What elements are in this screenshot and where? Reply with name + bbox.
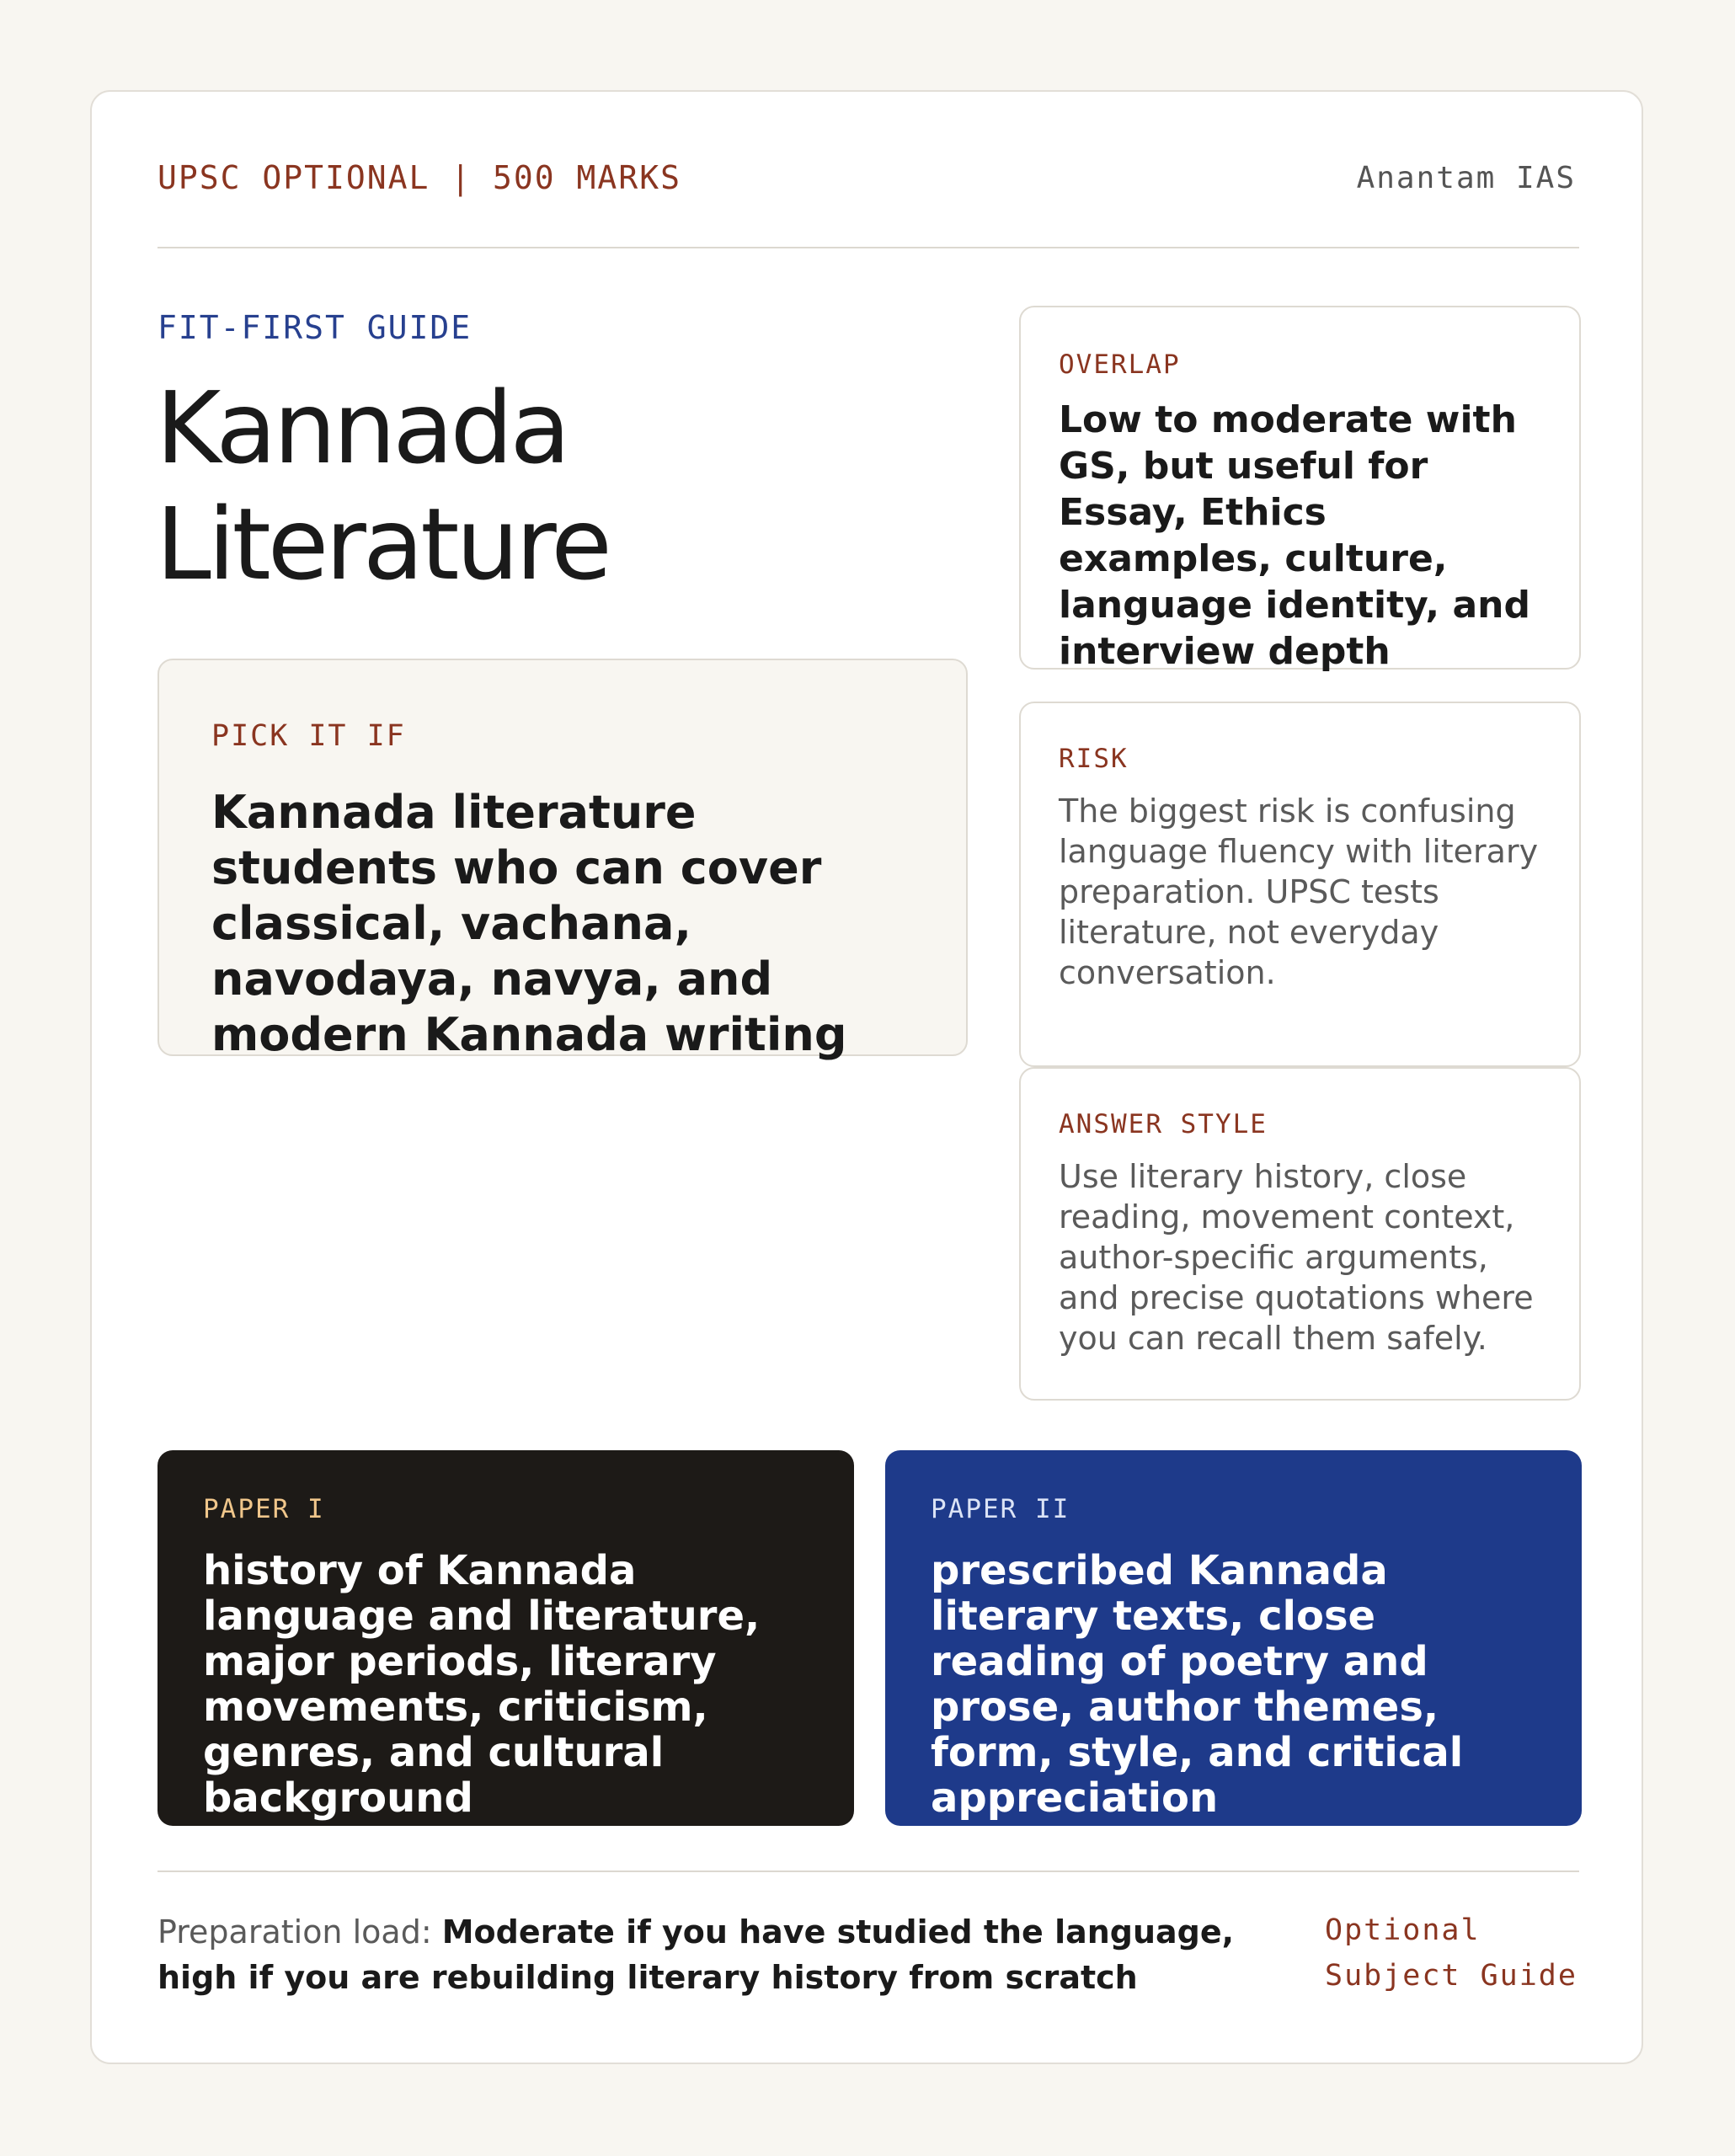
risk-panel [1019, 702, 1581, 1067]
paper-1-label: PAPER I [203, 1494, 325, 1524]
footer-divider [157, 1870, 1579, 1872]
overlap-panel [1019, 306, 1581, 673]
preparation-load-value: Moderate if you have studied the language, high if you are rebuilding literary history from scratch [157, 1913, 1235, 1996]
paper-2-label: PAPER II [931, 1494, 1070, 1524]
header-divider [157, 247, 1579, 248]
exam-kicker: UPSC OPTIONAL | 500 MARKS [157, 159, 681, 196]
pick-it-if-panel [157, 659, 968, 1061]
preparation-load-label: Preparation load: [157, 1913, 432, 1951]
pick-text: Kannada literature students who can cover classical, vachana, navodaya, navya, and modern Kannada writing [211, 786, 847, 1061]
risk-text: The biggest risk is confusing language fluency with literary preparation. UPSC tests literature, not everyday conversation. [1059, 792, 1539, 991]
paper-2-panel [885, 1450, 1582, 1826]
preparation-load [157, 1909, 1286, 2000]
title-line-1: Kannada [156, 370, 568, 486]
title-line-2: Literature [156, 486, 609, 602]
guide-type-line-2: Subject Guide [1325, 1959, 1578, 1993]
answer-style-text: Use literary history, close reading, movement context, author-specific arguments, and precise quotations where you can recall them safely. [1059, 1158, 1534, 1357]
guide-type-tag [1325, 1908, 1578, 1999]
paper-1-panel [157, 1450, 854, 1826]
paper-2-text: prescribed Kannada literary texts, close reading of poetry and prose, author themes, form, style, and critical appreciation [931, 1547, 1464, 1822]
answer-style-label: ANSWER STYLE [1059, 1109, 1268, 1139]
answer-style-panel [1019, 1067, 1581, 1401]
pick-label: PICK IT IF [211, 719, 406, 753]
brand-name: Anantam IAS [1356, 161, 1576, 195]
risk-label: RISK [1059, 744, 1129, 774]
paper-1-text: history of Kannada language and literature, major periods, literary movements, criticism, genres, and cultural background [203, 1547, 761, 1822]
overlap-label: OVERLAP [1059, 350, 1181, 380]
guide-type-line-1: Optional [1325, 1913, 1481, 1947]
overlap-text: Low to moderate with GS, but useful for Essay, Ethics examples, culture, language identity, and interview depth [1059, 398, 1530, 673]
page-title [156, 370, 609, 602]
guide-label: FIT-FIRST GUIDE [157, 309, 472, 346]
guide-card [90, 90, 1643, 2064]
